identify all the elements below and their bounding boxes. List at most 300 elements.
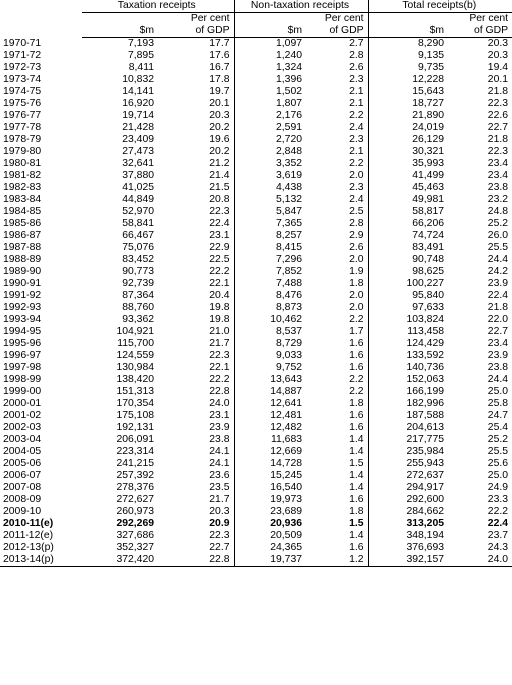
tax-amount: 206,091 <box>116 434 154 445</box>
tax-amount: 88,760 <box>122 302 154 313</box>
total-pct-gdp: 24.4 <box>487 374 509 385</box>
row-year: 1977-78 <box>3 122 42 133</box>
sub-header-tax-m: $m <box>82 25 158 38</box>
total-amount: 255,943 <box>368 458 448 470</box>
table-row <box>0 194 512 206</box>
row-year: 1998-99 <box>3 374 42 385</box>
nontax-amount: 11,683 <box>234 434 306 446</box>
tax-amount: 130,984 <box>116 362 154 373</box>
tax-pct-gdp: 23.1 <box>209 410 230 421</box>
row-year: 1985-86 <box>3 218 42 229</box>
tax-amount: 115,700 <box>117 338 154 349</box>
tax-amount: 16,920 <box>122 98 154 109</box>
total-amount: 103,824 <box>368 314 448 326</box>
total-pct-gdp: 21.8 <box>487 302 509 313</box>
sub-header-total-m: $m <box>368 25 448 38</box>
tax-pct-gdp: 17.7 <box>209 38 230 49</box>
tax-pct-gdp: 19.8 <box>209 314 230 325</box>
nontax-amount: 20,509 <box>234 530 306 542</box>
nontax-pct-gdp: 1.7 <box>349 326 364 337</box>
tax-amount: 104,921 <box>116 326 154 337</box>
total-pct-gdp: 24.3 <box>487 542 509 553</box>
tax-pct-gdp: 21.4 <box>209 170 230 181</box>
total-amount: 95,840 <box>368 290 448 302</box>
total-amount: 182,996 <box>368 398 448 410</box>
table-row <box>0 230 512 242</box>
table-row <box>0 398 512 410</box>
table-row <box>0 134 512 146</box>
tax-pct-gdp: 22.5 <box>209 254 230 265</box>
nontax-pct-gdp: 1.4 <box>349 434 364 445</box>
nontax-amount: 8,873 <box>234 302 306 314</box>
nontax-amount: 16,540 <box>234 482 306 494</box>
group-header-non-taxation: Non-taxation receipts <box>234 0 368 13</box>
tax-pct-gdp: 17.8 <box>209 74 230 85</box>
tax-pct-gdp: 21.2 <box>209 158 230 169</box>
tax-amount: 52,970 <box>122 206 154 217</box>
nontax-amount: 20,936 <box>234 518 306 530</box>
total-pct-gdp: 22.7 <box>487 326 509 337</box>
nontax-amount: 14,887 <box>234 386 306 398</box>
total-pct-gdp: 25.0 <box>487 386 509 397</box>
nontax-pct-gdp: 2.0 <box>349 170 364 181</box>
tax-pct-gdp: 20.3 <box>209 110 230 121</box>
total-amount: 124,429 <box>368 338 448 350</box>
sub-header-tax-pct-line2: of GDP <box>158 25 234 38</box>
tax-pct-gdp: 24.1 <box>209 446 230 457</box>
table-row <box>0 158 512 170</box>
nontax-pct-gdp: 2.8 <box>349 50 364 61</box>
table-row <box>0 146 512 158</box>
tax-amount: 90,773 <box>122 266 154 277</box>
table-row <box>0 62 512 74</box>
table-row <box>0 290 512 302</box>
nontax-pct-gdp: 1.4 <box>349 482 364 493</box>
total-amount: 98,625 <box>368 266 448 278</box>
row-year: 1981-82 <box>3 170 42 181</box>
total-amount: 9,735 <box>368 62 448 74</box>
total-amount: 235,984 <box>368 446 448 458</box>
nontax-pct-gdp: 1.6 <box>349 542 364 553</box>
total-amount: 90,748 <box>368 254 448 266</box>
row-year: 1999-00 <box>3 386 42 397</box>
tax-pct-gdp: 20.1 <box>209 98 230 109</box>
nontax-amount: 5,132 <box>234 194 306 206</box>
row-year: 2008-09 <box>3 494 42 505</box>
row-year: 1989-90 <box>3 266 42 277</box>
table-row <box>0 494 512 506</box>
tax-pct-gdp: 22.4 <box>209 218 230 229</box>
total-amount: 113,458 <box>368 326 448 338</box>
table-row <box>0 338 512 350</box>
table-row <box>0 458 512 470</box>
total-pct-gdp: 23.4 <box>487 158 509 169</box>
tax-amount: 19,714 <box>122 110 154 121</box>
nontax-amount: 13,643 <box>234 374 306 386</box>
total-amount: 58,817 <box>368 206 448 218</box>
tax-pct-gdp: 19.6 <box>209 134 230 145</box>
tax-pct-gdp: 24.0 <box>209 398 230 409</box>
nontax-amount: 1,324 <box>234 62 306 74</box>
sub-header-blank <box>368 13 448 26</box>
sub-header-total-pct-line1: Per cent <box>469 13 509 24</box>
total-amount: 18,727 <box>368 98 448 110</box>
row-year: 1971-72 <box>3 50 42 61</box>
row-year: 2000-01 <box>3 398 42 409</box>
nontax-amount: 2,591 <box>234 122 306 134</box>
nontax-amount: 1,396 <box>234 74 306 86</box>
sub-header-tax-pct-line1: Per cent <box>190 13 230 24</box>
total-amount: 284,662 <box>368 506 448 518</box>
nontax-pct-gdp: 2.7 <box>349 38 364 49</box>
tax-pct-gdp: 22.2 <box>209 266 230 277</box>
tax-amount: 27,473 <box>122 146 154 157</box>
nontax-amount: 12,481 <box>234 410 306 422</box>
tax-amount: 352,327 <box>116 542 154 553</box>
sub-header-total-pct-line2: of GDP <box>448 25 512 38</box>
nontax-amount: 8,257 <box>234 230 306 242</box>
nontax-amount: 10,462 <box>234 314 306 326</box>
nontax-pct-gdp: 1.8 <box>349 398 364 409</box>
nontax-pct-gdp: 1.9 <box>349 266 364 277</box>
nontax-pct-gdp: 2.2 <box>349 386 364 397</box>
row-year: 1972-73 <box>3 62 42 73</box>
tax-pct-gdp: 19.7 <box>209 86 230 97</box>
total-amount: 133,592 <box>368 350 448 362</box>
row-year: 1996-97 <box>3 350 42 361</box>
table-row <box>0 422 512 434</box>
row-year: 1986-87 <box>3 230 42 241</box>
tax-amount: 66,467 <box>122 230 154 241</box>
table-row <box>0 482 512 494</box>
total-amount: 49,981 <box>368 194 448 206</box>
total-pct-gdp: 20.1 <box>487 74 509 85</box>
table-row <box>0 410 512 422</box>
nontax-pct-gdp: 1.6 <box>349 338 364 349</box>
tax-amount: 151,313 <box>116 386 154 397</box>
tax-pct-gdp: 23.5 <box>209 482 230 493</box>
table-row <box>0 38 512 51</box>
total-pct-gdp: 22.4 <box>487 290 509 301</box>
nontax-amount: 2,720 <box>234 134 306 146</box>
tax-pct-gdp: 22.8 <box>209 386 230 397</box>
total-pct-gdp: 22.4 <box>487 518 509 529</box>
total-pct-gdp: 20.3 <box>487 38 509 49</box>
nontax-pct-gdp: 2.3 <box>349 74 364 85</box>
total-pct-gdp: 19.4 <box>487 62 509 73</box>
total-pct-gdp: 22.3 <box>487 98 509 109</box>
tax-pct-gdp: 20.3 <box>209 506 230 517</box>
row-year: 2010-11(e) <box>3 518 54 529</box>
tax-amount: 170,354 <box>116 398 154 409</box>
table-row <box>0 278 512 290</box>
table-row <box>0 506 512 518</box>
nontax-pct-gdp: 2.3 <box>349 182 364 193</box>
total-amount: 45,463 <box>368 182 448 194</box>
total-pct-gdp: 23.7 <box>487 530 509 541</box>
table-row <box>0 302 512 314</box>
table-row <box>0 110 512 122</box>
tax-amount: 272,627 <box>116 494 154 505</box>
nontax-amount: 3,352 <box>234 158 306 170</box>
tax-pct-gdp: 20.4 <box>209 290 230 301</box>
nontax-pct-gdp: 2.1 <box>349 86 364 97</box>
total-pct-gdp: 25.8 <box>487 398 509 409</box>
total-amount: 74,724 <box>368 230 448 242</box>
nontax-amount: 1,502 <box>234 86 306 98</box>
total-amount: 376,693 <box>368 542 448 554</box>
tax-amount: 138,420 <box>116 374 154 385</box>
total-amount: 204,613 <box>368 422 448 434</box>
row-year: 1983-84 <box>3 194 42 205</box>
total-pct-gdp: 24.7 <box>487 410 509 421</box>
tax-pct-gdp: 22.3 <box>209 350 230 361</box>
row-year: 1980-81 <box>3 158 42 169</box>
total-pct-gdp: 26.0 <box>487 230 509 241</box>
tax-amount: 223,314 <box>116 446 154 457</box>
nontax-amount: 8,729 <box>234 338 306 350</box>
total-pct-gdp: 25.5 <box>487 242 509 253</box>
tax-amount: 241,215 <box>116 458 154 469</box>
sub-header-row-1 <box>0 13 512 26</box>
row-year: 1975-76 <box>3 98 42 109</box>
row-year: 1979-80 <box>3 146 42 157</box>
total-pct-gdp: 23.3 <box>487 494 509 505</box>
total-amount: 66,206 <box>368 218 448 230</box>
nontax-amount: 19,973 <box>234 494 306 506</box>
total-amount: 8,290 <box>368 38 448 51</box>
total-amount: 83,491 <box>368 242 448 254</box>
sub-header-blank <box>0 13 82 26</box>
tax-pct-gdp: 22.7 <box>209 542 230 553</box>
total-amount: 35,993 <box>368 158 448 170</box>
nontax-amount: 8,415 <box>234 242 306 254</box>
row-year: 1974-75 <box>3 86 42 97</box>
nontax-amount: 23,689 <box>234 506 306 518</box>
tax-amount: 75,076 <box>122 242 154 253</box>
row-year: 1976-77 <box>3 110 42 121</box>
total-amount: 30,321 <box>368 146 448 158</box>
tax-pct-gdp: 22.1 <box>209 278 230 289</box>
nontax-pct-gdp: 2.3 <box>349 134 364 145</box>
row-year: 2012-13(p) <box>3 542 54 553</box>
total-amount: 187,588 <box>368 410 448 422</box>
nontax-pct-gdp: 2.9 <box>349 230 364 241</box>
tax-amount: 257,392 <box>116 470 154 481</box>
nontax-pct-gdp: 1.4 <box>349 470 364 481</box>
tax-amount: 292,269 <box>116 518 154 529</box>
sub-header-blank <box>0 25 82 38</box>
tax-amount: 92,739 <box>122 278 154 289</box>
total-pct-gdp: 22.2 <box>487 506 509 517</box>
nontax-amount: 1,240 <box>234 50 306 62</box>
tax-amount: 175,108 <box>116 410 154 421</box>
row-year: 1992-93 <box>3 302 42 313</box>
nontax-pct-gdp: 2.6 <box>349 242 364 253</box>
row-year: 1993-94 <box>3 314 42 325</box>
tax-pct-gdp: 22.2 <box>209 374 230 385</box>
table-row <box>0 518 512 530</box>
tax-amount: 93,362 <box>122 314 154 325</box>
table-row <box>0 326 512 338</box>
nontax-pct-gdp: 1.6 <box>349 494 364 505</box>
table-row <box>0 314 512 326</box>
total-pct-gdp: 22.3 <box>487 146 509 157</box>
total-pct-gdp: 25.2 <box>487 218 509 229</box>
total-pct-gdp: 23.8 <box>487 182 509 193</box>
row-year: 1984-85 <box>3 206 42 217</box>
tax-pct-gdp: 22.3 <box>209 206 230 217</box>
table-row <box>0 470 512 482</box>
table-row <box>0 542 512 554</box>
sub-header-blank <box>82 13 158 26</box>
nontax-pct-gdp: 2.4 <box>349 122 364 133</box>
total-pct-gdp: 25.0 <box>487 470 509 481</box>
row-year: 2005-06 <box>3 458 42 469</box>
total-pct-gdp: 23.9 <box>487 350 509 361</box>
total-amount: 26,129 <box>368 134 448 146</box>
nontax-amount: 2,176 <box>234 110 306 122</box>
nontax-amount: 12,641 <box>234 398 306 410</box>
nontax-pct-gdp: 1.4 <box>349 530 364 541</box>
nontax-amount: 3,619 <box>234 170 306 182</box>
nontax-amount: 7,852 <box>234 266 306 278</box>
nontax-pct-gdp: 2.5 <box>349 206 364 217</box>
nontax-pct-gdp: 2.2 <box>349 374 364 385</box>
tax-pct-gdp: 23.9 <box>209 422 230 433</box>
total-pct-gdp: 23.4 <box>487 170 509 181</box>
nontax-amount: 1,807 <box>234 98 306 110</box>
tax-amount: 192,131 <box>116 422 154 433</box>
table-row <box>0 170 512 182</box>
total-amount: 97,633 <box>368 302 448 314</box>
nontax-pct-gdp: 2.2 <box>349 314 364 325</box>
sub-header-nontax-pct-line1: Per cent <box>324 13 364 24</box>
total-amount: 15,643 <box>368 86 448 98</box>
row-year: 2007-08 <box>3 482 42 493</box>
tax-amount: 372,420 <box>82 554 158 567</box>
row-year: 1988-89 <box>3 254 42 265</box>
total-amount: 348,194 <box>368 530 448 542</box>
row-year: 2013-14(p) <box>0 554 82 567</box>
total-pct-gdp: 25.6 <box>487 458 509 469</box>
row-year: 1994-95 <box>3 326 42 337</box>
tax-amount: 21,428 <box>122 122 154 133</box>
tax-amount: 8,411 <box>128 62 154 73</box>
table-row <box>0 218 512 230</box>
total-pct-gdp: 22.7 <box>487 122 509 133</box>
tax-pct-gdp: 23.6 <box>209 470 230 481</box>
nontax-pct-gdp: 2.2 <box>349 110 364 121</box>
sub-header-nontax-m: $m <box>234 25 306 38</box>
nontax-pct-gdp: 2.0 <box>349 302 364 313</box>
nontax-pct-gdp: 1.6 <box>349 410 364 421</box>
total-amount: 21,890 <box>368 110 448 122</box>
total-amount: 152,063 <box>368 374 448 386</box>
sub-header-blank <box>234 13 306 26</box>
total-amount: 100,227 <box>368 278 448 290</box>
table-row <box>0 554 512 567</box>
nontax-amount: 5,847 <box>234 206 306 218</box>
table-row <box>0 98 512 110</box>
nontax-pct-gdp: 1.6 <box>349 422 364 433</box>
total-pct-gdp: 23.4 <box>487 338 509 349</box>
tax-amount: 58,841 <box>122 218 154 229</box>
total-pct-gdp: 25.5 <box>487 446 509 457</box>
row-year: 1990-91 <box>3 278 42 289</box>
total-amount: 12,228 <box>368 74 448 86</box>
tax-amount: 87,364 <box>122 290 154 301</box>
nontax-pct-gdp: 1.8 <box>349 506 364 517</box>
nontax-amount: 2,848 <box>234 146 306 158</box>
total-pct-gdp: 24.2 <box>487 266 509 277</box>
nontax-pct-gdp: 1.5 <box>349 518 364 529</box>
nontax-pct-gdp: 1.4 <box>349 446 364 457</box>
group-header-total: Total receipts(b) <box>368 0 512 13</box>
table-row <box>0 530 512 542</box>
row-year: 1978-79 <box>3 134 42 145</box>
tax-amount: 10,832 <box>122 74 154 85</box>
tax-pct-gdp: 23.1 <box>209 230 230 241</box>
tax-amount: 41,025 <box>122 182 154 193</box>
row-year: 2003-04 <box>3 434 42 445</box>
table-row <box>0 254 512 266</box>
nontax-amount: 24,365 <box>234 542 306 554</box>
row-year: 2004-05 <box>3 446 42 457</box>
table-row <box>0 182 512 194</box>
tax-amount: 37,880 <box>122 170 154 181</box>
table-row <box>0 362 512 374</box>
total-amount: 272,637 <box>368 470 448 482</box>
sub-header-row-2 <box>0 25 512 38</box>
tax-pct-gdp: 21.7 <box>209 494 230 505</box>
row-year: 1995-96 <box>3 338 42 349</box>
row-year: 2002-03 <box>3 422 42 433</box>
nontax-amount: 7,296 <box>234 254 306 266</box>
tax-amount: 7,895 <box>127 50 154 61</box>
total-pct-gdp: 25.2 <box>487 434 509 445</box>
nontax-pct-gdp: 2.8 <box>349 218 364 229</box>
total-pct-gdp: 24.8 <box>487 206 509 217</box>
row-year: 1987-88 <box>3 242 42 253</box>
total-pct-gdp: 24.4 <box>487 254 509 265</box>
tax-pct-gdp: 22.9 <box>209 242 230 253</box>
tax-amount: 23,409 <box>122 134 154 145</box>
row-year: 1997-98 <box>3 362 42 373</box>
table-row <box>0 86 512 98</box>
nontax-amount: 12,482 <box>234 422 306 434</box>
total-pct-gdp: 23.8 <box>487 362 509 373</box>
table-row <box>0 122 512 134</box>
sub-header-nontax-pct-line2: of GDP <box>306 25 368 38</box>
nontax-pct-gdp: 1.5 <box>349 458 364 469</box>
nontax-amount: 4,438 <box>234 182 306 194</box>
tax-pct-gdp: 17.6 <box>209 50 230 61</box>
total-amount: 24,019 <box>368 122 448 134</box>
tax-amount: 260,973 <box>116 506 154 517</box>
nontax-amount: 19,737 <box>234 554 306 567</box>
row-year: 2009-10 <box>3 506 42 517</box>
total-pct-gdp: 24.9 <box>487 482 509 493</box>
tax-amount: 32,641 <box>122 158 154 169</box>
nontax-pct-gdp: 1.8 <box>349 278 364 289</box>
nontax-amount: 9,752 <box>234 362 306 374</box>
total-pct-gdp: 21.8 <box>487 134 509 145</box>
tax-pct-gdp: 22.8 <box>158 554 234 567</box>
nontax-pct-gdp: 2.1 <box>349 98 364 109</box>
tax-amount: 7,193 <box>127 38 154 49</box>
nontax-pct-gdp: 2.6 <box>349 62 364 73</box>
